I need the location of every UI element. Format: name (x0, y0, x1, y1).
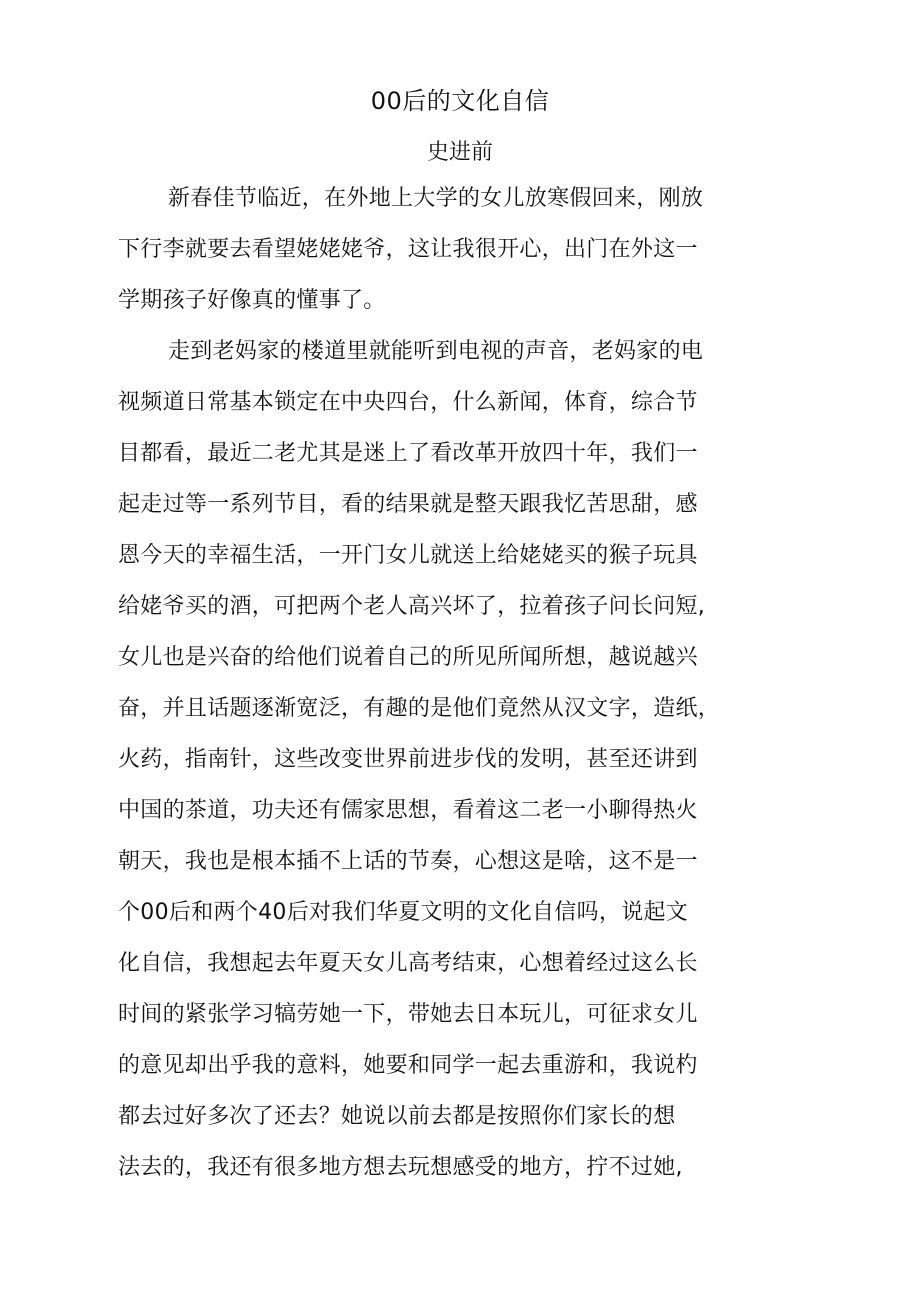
paragraph-line: 时间的紧张学习犒劳她一下，带她去日本玩儿，可征求女儿 (118, 1002, 698, 1027)
paragraph-line: 朝天，我也是根本插不上话的节奏，心想这是啥，这不是一 (118, 849, 698, 874)
paragraph-line: 法去的，我还有很多地方想去玩想感受的地方，拧不过她, (118, 1155, 683, 1180)
document-author: 史进前 (426, 140, 493, 165)
paragraph-line: 女儿也是兴奋的给他们说着自己的所见所闻所想，越说越兴 (118, 645, 698, 670)
paragraph-line: 视频道日常基本锁定在中央四台，什么新闻，体育，综合节 (118, 390, 698, 415)
paragraph-line: 学期孩子好像真的懂事了。 (118, 288, 386, 313)
paragraph-line: 起走过等一系列节目，看的结果就是整天跟我忆苦思甜，感 (118, 492, 698, 517)
paragraph-line: 走到老妈家的楼道里就能听到电视的声音，老妈家的电 (168, 339, 704, 364)
paragraph-line: 下行李就要去看望姥姥姥爷，这让我很开心，出门在外这一 (118, 237, 698, 262)
document-title: 00后的文化自信 (370, 87, 550, 115)
paragraph-line: 火药，指南针，这些改变世界前进步伐的发明，甚至还讲到 (118, 747, 698, 772)
paragraph-line: 个00后和两个40后对我们华夏文明的文化自信吗，说起文 (118, 900, 689, 925)
paragraph-line: 给姥爷买的酒，可把两个老人高兴坏了，拉着孩子问长问短, (118, 594, 706, 619)
paragraph-line: 的意见却出乎我的意料，她要和同学一起去重游和，我说杓 (118, 1053, 698, 1078)
paragraph-line: 化自信，我想起去年夏天女儿高考结束，心想着经过这么长 (118, 951, 698, 976)
paragraph-line: 都去过好多次了还去？她说以前去都是按照你们家长的想 (118, 1104, 676, 1129)
paragraph-line: 恩今天的幸福生活，一开门女儿就送上给姥姥买的猴子玩具 (118, 543, 698, 568)
paragraph-line: 目都看，最近二老尤其是迷上了看改革开放四十年，我们一 (118, 441, 698, 466)
paragraph-line: 中国的茶道，功夫还有儒家思想，看着这二老一小聊得热火 (118, 798, 698, 823)
paragraph-line: 新春佳节临近，在外地上大学的女儿放寒假回来，刚放 (168, 186, 704, 211)
paragraph-line: 奋，并且话题逐渐宽泛，有趣的是他们竟然从汉文字，造纸， (118, 696, 721, 721)
